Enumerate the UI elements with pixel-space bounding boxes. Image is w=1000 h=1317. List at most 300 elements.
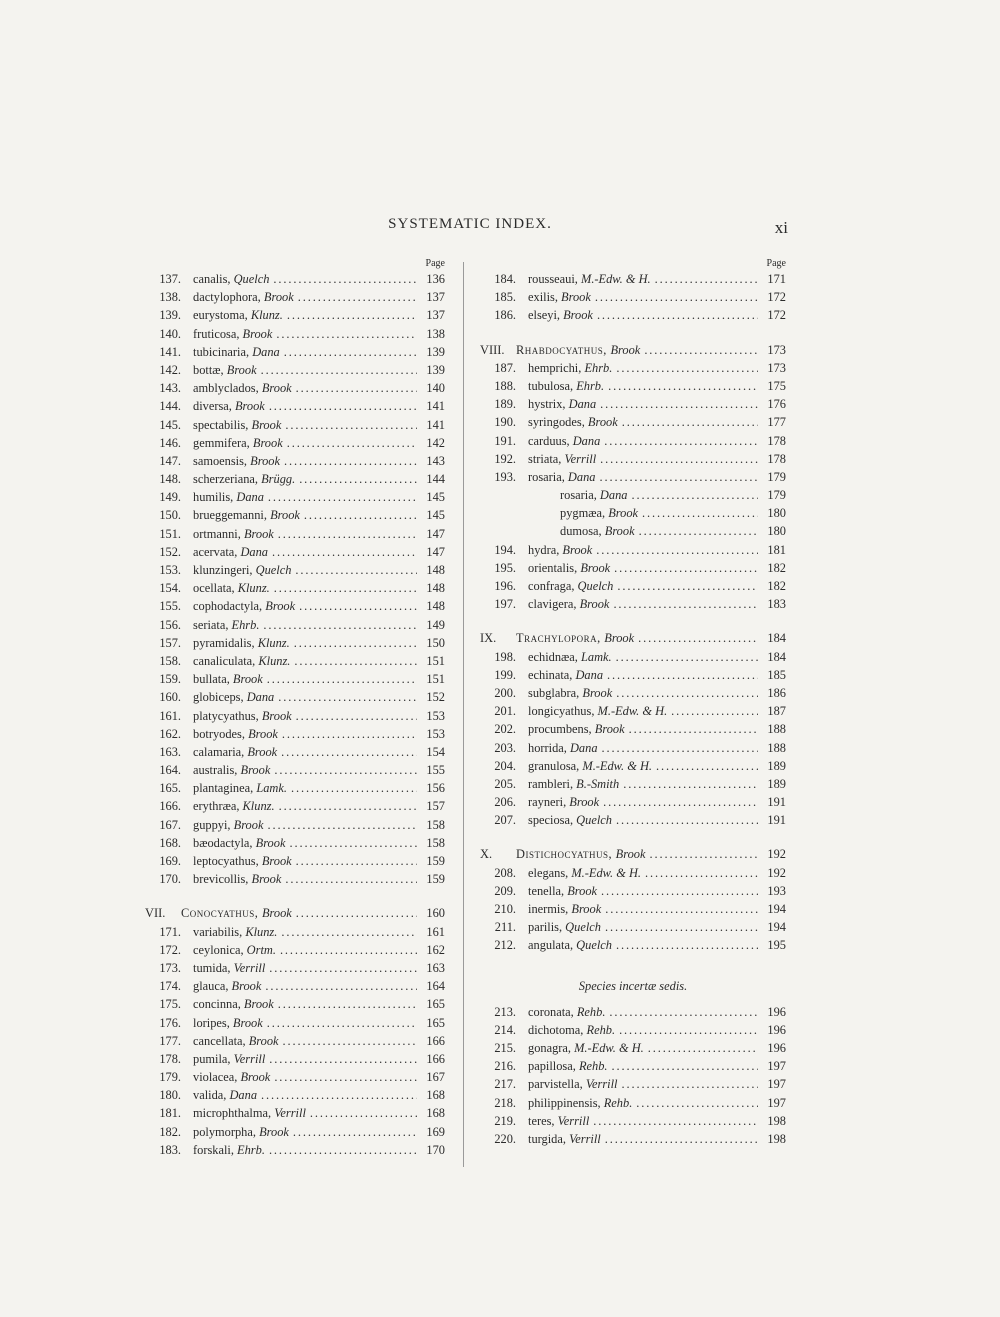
authority: Brook [261,381,292,396]
authority: Brook [561,290,591,305]
entry-number: 163. [159,744,181,759]
authority: Brook [604,524,635,539]
entry-number: 175. [159,997,181,1012]
index-entry [145,652,445,670]
species-name [528,720,625,738]
dot-leader [304,506,417,524]
species-name [193,616,259,634]
authority: Quelch [233,272,270,286]
authority: Brook [252,435,283,450]
dot-leader [593,1112,758,1130]
entry-number: 194. [494,542,516,557]
taxon-name: rambleri, [528,776,577,791]
genus-name [181,904,292,922]
dot-leader [293,1123,417,1141]
entry-number: 181. [159,1106,181,1121]
index-entry [145,579,445,597]
authority: Brook [251,872,282,887]
block-gap [480,955,786,971]
entry-number: 140. [159,326,181,341]
dot-leader [269,397,417,415]
species-name [560,522,635,540]
page-number: 194 [767,902,786,916]
species-name [193,688,274,706]
dot-leader [278,995,417,1013]
taxon-name: fruticosa, [193,326,243,341]
index-column-right [480,257,786,1148]
dot-leader [268,488,417,506]
dot-leader [299,470,417,488]
dot-leader [616,684,758,702]
index-entry [480,1130,786,1148]
page-number: 197 [767,1059,786,1074]
taxon-name: hydra, [528,542,563,557]
taxon-name: concinna, [193,997,244,1012]
authority: Verrill [233,960,266,975]
authority: Klunz. [242,799,275,814]
authority: Brook [594,722,625,737]
dot-leader [622,413,758,431]
taxon-name: procumbens, [528,722,595,737]
page-number: 188 [767,740,786,755]
index-entry [480,900,786,918]
dot-leader [281,743,417,761]
index-entry [480,882,786,900]
species-name [528,882,597,900]
page-number: 179 [767,488,786,503]
page-number: 180 [767,506,786,521]
index-entry [145,270,445,288]
dot-leader [638,629,758,647]
index-entry [480,811,786,829]
species-name [193,977,261,995]
index-entry [480,1057,786,1075]
entry-number: 216. [494,1059,516,1074]
dot-leader [261,361,417,379]
page-number: 196 [767,1022,786,1037]
dot-leader [296,852,417,870]
species-name [528,468,595,486]
authority: Verrill [564,451,597,466]
index-entry [480,918,786,936]
index-entry [480,1039,786,1057]
index-entry [145,525,445,543]
taxon-name: ortmanni, [193,526,244,541]
species-name [193,923,277,941]
page-number: 173 [767,342,786,357]
index-entry [480,702,786,720]
taxon-name: subglabra, [528,685,583,700]
authority: M.-Edw. & H. [582,758,653,773]
taxon-name: Conocyathus, [181,906,262,921]
index-entry [480,684,786,702]
taxon-name: pumila, [193,1051,234,1066]
page-number: 155 [426,763,445,778]
index-entry [145,688,445,706]
index-entry [145,977,445,995]
species-name [193,852,292,870]
page-number: 153 [426,708,445,723]
index-entry [480,864,786,882]
entry-number: 199. [494,667,516,682]
page-number: 183 [767,597,786,612]
page-number: 165 [426,997,445,1012]
species-name [528,900,601,918]
authority: Dana [240,544,269,559]
species-name [193,343,280,361]
species-name [193,325,272,343]
taxon-name: bæodactyla, [193,835,256,850]
entry-number: 151. [159,526,181,541]
taxon-name: rousseaui, [528,272,581,286]
taxon-name: polymorpha, [193,1124,260,1139]
species-name [528,413,618,431]
entry-number: 153. [159,563,181,577]
entry-number: 211. [494,920,516,935]
authority: Brook [604,631,635,646]
index-entry [480,486,786,504]
entry-number: 167. [159,817,181,832]
taxon-name: carduus, [528,433,573,448]
dot-leader [269,959,417,977]
dot-leader [608,377,758,395]
page-number: 178 [767,451,786,466]
species-name [193,397,265,415]
index-entry [145,470,445,488]
page-number: 197 [767,1077,786,1092]
dot-leader [263,616,417,634]
taxon-name: seriata, [193,617,232,632]
dot-leader [289,834,417,852]
authority: Rehb. [578,1059,608,1074]
taxon-name: echidnæa, [528,649,581,664]
page-number: 187 [767,704,786,719]
authority: Brook [232,672,263,687]
entry-number: 182. [159,1124,181,1139]
page-number: 178 [767,433,786,448]
taxon-name: brevicollis, [193,872,252,887]
entry-number: 204. [494,758,516,773]
section-number: X. [480,847,493,862]
index-entry [480,1075,786,1093]
dot-leader [296,904,417,922]
index-entry [145,959,445,977]
authority: Verrill [274,1106,306,1121]
block-gap [480,829,786,845]
taxon-name: diversa, [193,399,235,414]
species-name [193,670,263,688]
dot-leader [629,720,758,738]
entry-number: 203. [494,740,516,755]
taxon-name: samoensis, [193,453,251,468]
entry-number: 208. [494,865,516,880]
index-entry [145,852,445,870]
dot-leader [284,343,417,361]
taxon-name: ocellata, [193,581,238,596]
dot-leader [616,936,758,954]
page-number: 148 [426,563,445,577]
authority: Ehrb. [576,378,605,393]
page-number: 184 [767,631,786,646]
authority: Brook [562,542,593,557]
index-entry [145,325,445,343]
authority: Ehrb. [237,1142,265,1157]
authority: Brook [261,906,292,921]
entry-number: 155. [159,599,181,614]
authority: Brook [247,744,278,759]
taxon-name: clavigera, [528,597,580,612]
species-name [528,395,596,413]
taxon-name: Rhabdocyathus, [516,342,611,357]
species-name [193,525,274,543]
species-name [193,597,295,615]
dot-leader [285,870,417,888]
page-number: 177 [767,415,786,430]
dot-leader [600,450,758,468]
taxon-name: gemmifera, [193,435,253,450]
entry-number: 187. [494,360,516,375]
dot-leader [642,504,758,522]
entry-number: 177. [159,1033,181,1048]
taxon-name: horrida, [528,740,570,755]
entry-number: 169. [159,854,181,868]
block-gap [145,888,445,904]
taxon-name: teres, [528,1113,558,1128]
page-number: 197 [767,1095,786,1110]
page-number: 173 [767,360,786,375]
authority: Dana [567,469,596,484]
dot-leader [285,416,417,434]
dot-leader [281,923,417,941]
taxon-name: rosaria, [560,488,600,503]
authority: Brook [231,979,262,994]
authority: Brook [615,847,646,862]
species-name [193,1050,265,1068]
taxon-name: hystrix, [528,397,569,412]
authority: Brook [242,326,273,341]
authority: Brook [250,453,280,468]
index-entry [145,923,445,941]
section-heading [480,341,786,359]
species-name [528,702,667,720]
index-entry [145,488,445,506]
species-name [193,652,290,670]
index-entry [480,270,786,288]
taxon-name: spectabilis, [193,417,252,432]
dot-leader [621,1075,758,1093]
taxon-name: australis, [193,763,241,778]
entry-number: 190. [494,415,516,430]
section-heading [480,629,786,647]
authority: Brook [263,290,294,305]
taxon-name: philippinensis, [528,1095,604,1110]
entry-number: 186. [494,308,516,323]
species-name [528,595,609,613]
index-entry [145,816,445,834]
entry-number: 176. [159,1015,181,1030]
taxon-name: confraga, [528,579,578,593]
index-entry [480,666,786,684]
authority: Dana [569,740,598,755]
taxon-name: pyramidalis, [193,635,258,650]
page-number: 170 [426,1142,445,1157]
taxon-name: tubicinaria, [193,344,253,359]
authority: Brook [234,399,265,414]
authority: Brook [567,883,598,898]
page-number: 148 [426,581,445,596]
index-entry [480,595,786,613]
taxon-name: elegans, [528,865,572,880]
page-number: 168 [426,1088,445,1103]
authority: M.-Edw. & H. [571,865,641,880]
taxon-name: guppyi, [193,817,234,832]
entry-number: 154. [159,581,181,596]
dot-leader [595,288,758,306]
dot-leader [623,775,758,793]
taxon-name: violacea, [193,1070,241,1085]
taxon-name: granulosa, [528,758,583,773]
entry-number: 172. [159,942,181,957]
index-entry [480,359,786,377]
dot-leader [612,1057,759,1075]
species-name [528,559,610,577]
index-entry [145,452,445,470]
entry-number: 138. [159,290,181,305]
entry-number: 192. [494,451,516,466]
dot-leader [278,688,417,706]
taxon-name: Distichocyathus, [516,847,616,862]
entry-number: 166. [159,799,181,814]
species-name [528,1075,617,1093]
dot-leader [294,652,417,670]
species-name [528,1094,632,1112]
index-entry [480,450,786,468]
taxon-name: variabilis, [193,924,246,939]
taxon-name: bullata, [193,672,233,687]
authority: Quelch [576,813,612,828]
index-entry [145,616,445,634]
dot-leader [310,1104,417,1122]
species-name [528,936,612,954]
taxon-name: cophodactyla, [193,599,266,614]
index-entry [145,1014,445,1032]
entry-number: 147. [159,453,181,468]
index-entry [145,597,445,615]
page-number: 181 [767,542,786,557]
page-number: 138 [426,326,445,341]
dot-leader [274,579,417,597]
species-name [193,1123,289,1141]
taxon-name: parvistella, [528,1077,586,1092]
authority: Brook [251,417,282,432]
species-name [193,1014,263,1032]
entry-number: 189. [494,397,516,412]
dot-leader [599,468,758,486]
authority: Quelch [565,920,601,935]
taxon-name: dactylophora, [193,290,264,305]
taxon-name: speciosa, [528,813,577,828]
entry-number: 141. [159,344,181,359]
index-entry [145,1032,445,1050]
page-number: 151 [426,672,445,687]
species-name [528,757,652,775]
page-number: 191 [767,813,786,828]
index-entry [480,522,786,540]
species-name [193,1104,306,1122]
authority: Rehb. [586,1022,616,1037]
index-entry [480,739,786,757]
left-column-body [145,270,445,1159]
species-name [193,743,277,761]
entry-number: 161. [159,708,181,723]
authority: Brook [240,1070,271,1085]
index-entry [480,648,786,666]
dot-leader [269,1141,417,1159]
entry-number: 185. [494,290,516,305]
dot-leader [276,325,417,343]
authority: Rehb. [603,1095,633,1110]
page-number: 182 [767,579,786,593]
index-entry [145,995,445,1013]
authority: Brook [563,308,593,323]
entry-number: 212. [494,938,516,953]
species-name [193,1032,279,1050]
authority: Verrill [569,1131,601,1146]
taxon-name: hemprichi, [528,360,585,375]
index-entry [480,1094,786,1112]
dot-leader [295,561,417,579]
taxon-name: acervata, [193,544,241,559]
species-name [528,432,600,450]
authority: Dana [568,397,597,412]
dot-leader [296,707,417,725]
index-entry [145,1050,445,1068]
taxon-name: calamaria, [193,744,248,759]
dot-leader [287,306,417,324]
species-name [193,797,275,815]
dot-leader [272,543,417,561]
index-entry [480,793,786,811]
dot-leader [274,1068,417,1086]
index-entry [480,775,786,793]
entry-number: 207. [494,813,516,828]
entry-number: 201. [494,704,516,719]
dot-leader [605,1130,758,1148]
dot-leader [655,270,758,288]
taxon-name: gonagra, [528,1040,575,1055]
taxon-name: cancellata, [193,1033,249,1048]
index-entry [480,432,786,450]
species-name [528,666,603,684]
taxon-name: plantaginea, [193,781,257,796]
entry-number: 217. [494,1077,516,1092]
taxon-name: papillosa, [528,1059,579,1074]
dot-leader [604,432,758,450]
taxon-name: globiceps, [193,690,247,705]
taxon-name: Trachylopora, [516,631,605,646]
species-name [528,918,601,936]
entry-number: 220. [494,1131,516,1146]
taxon-name: amblyclados, [193,381,262,396]
index-entry [480,541,786,559]
dot-leader [636,1094,758,1112]
taxon-name: parilis, [528,920,566,935]
authority: Brook [582,685,613,700]
dot-leader [291,779,417,797]
dot-leader [278,525,417,543]
entry-number: 198. [494,649,516,664]
entry-number: 200. [494,685,516,700]
